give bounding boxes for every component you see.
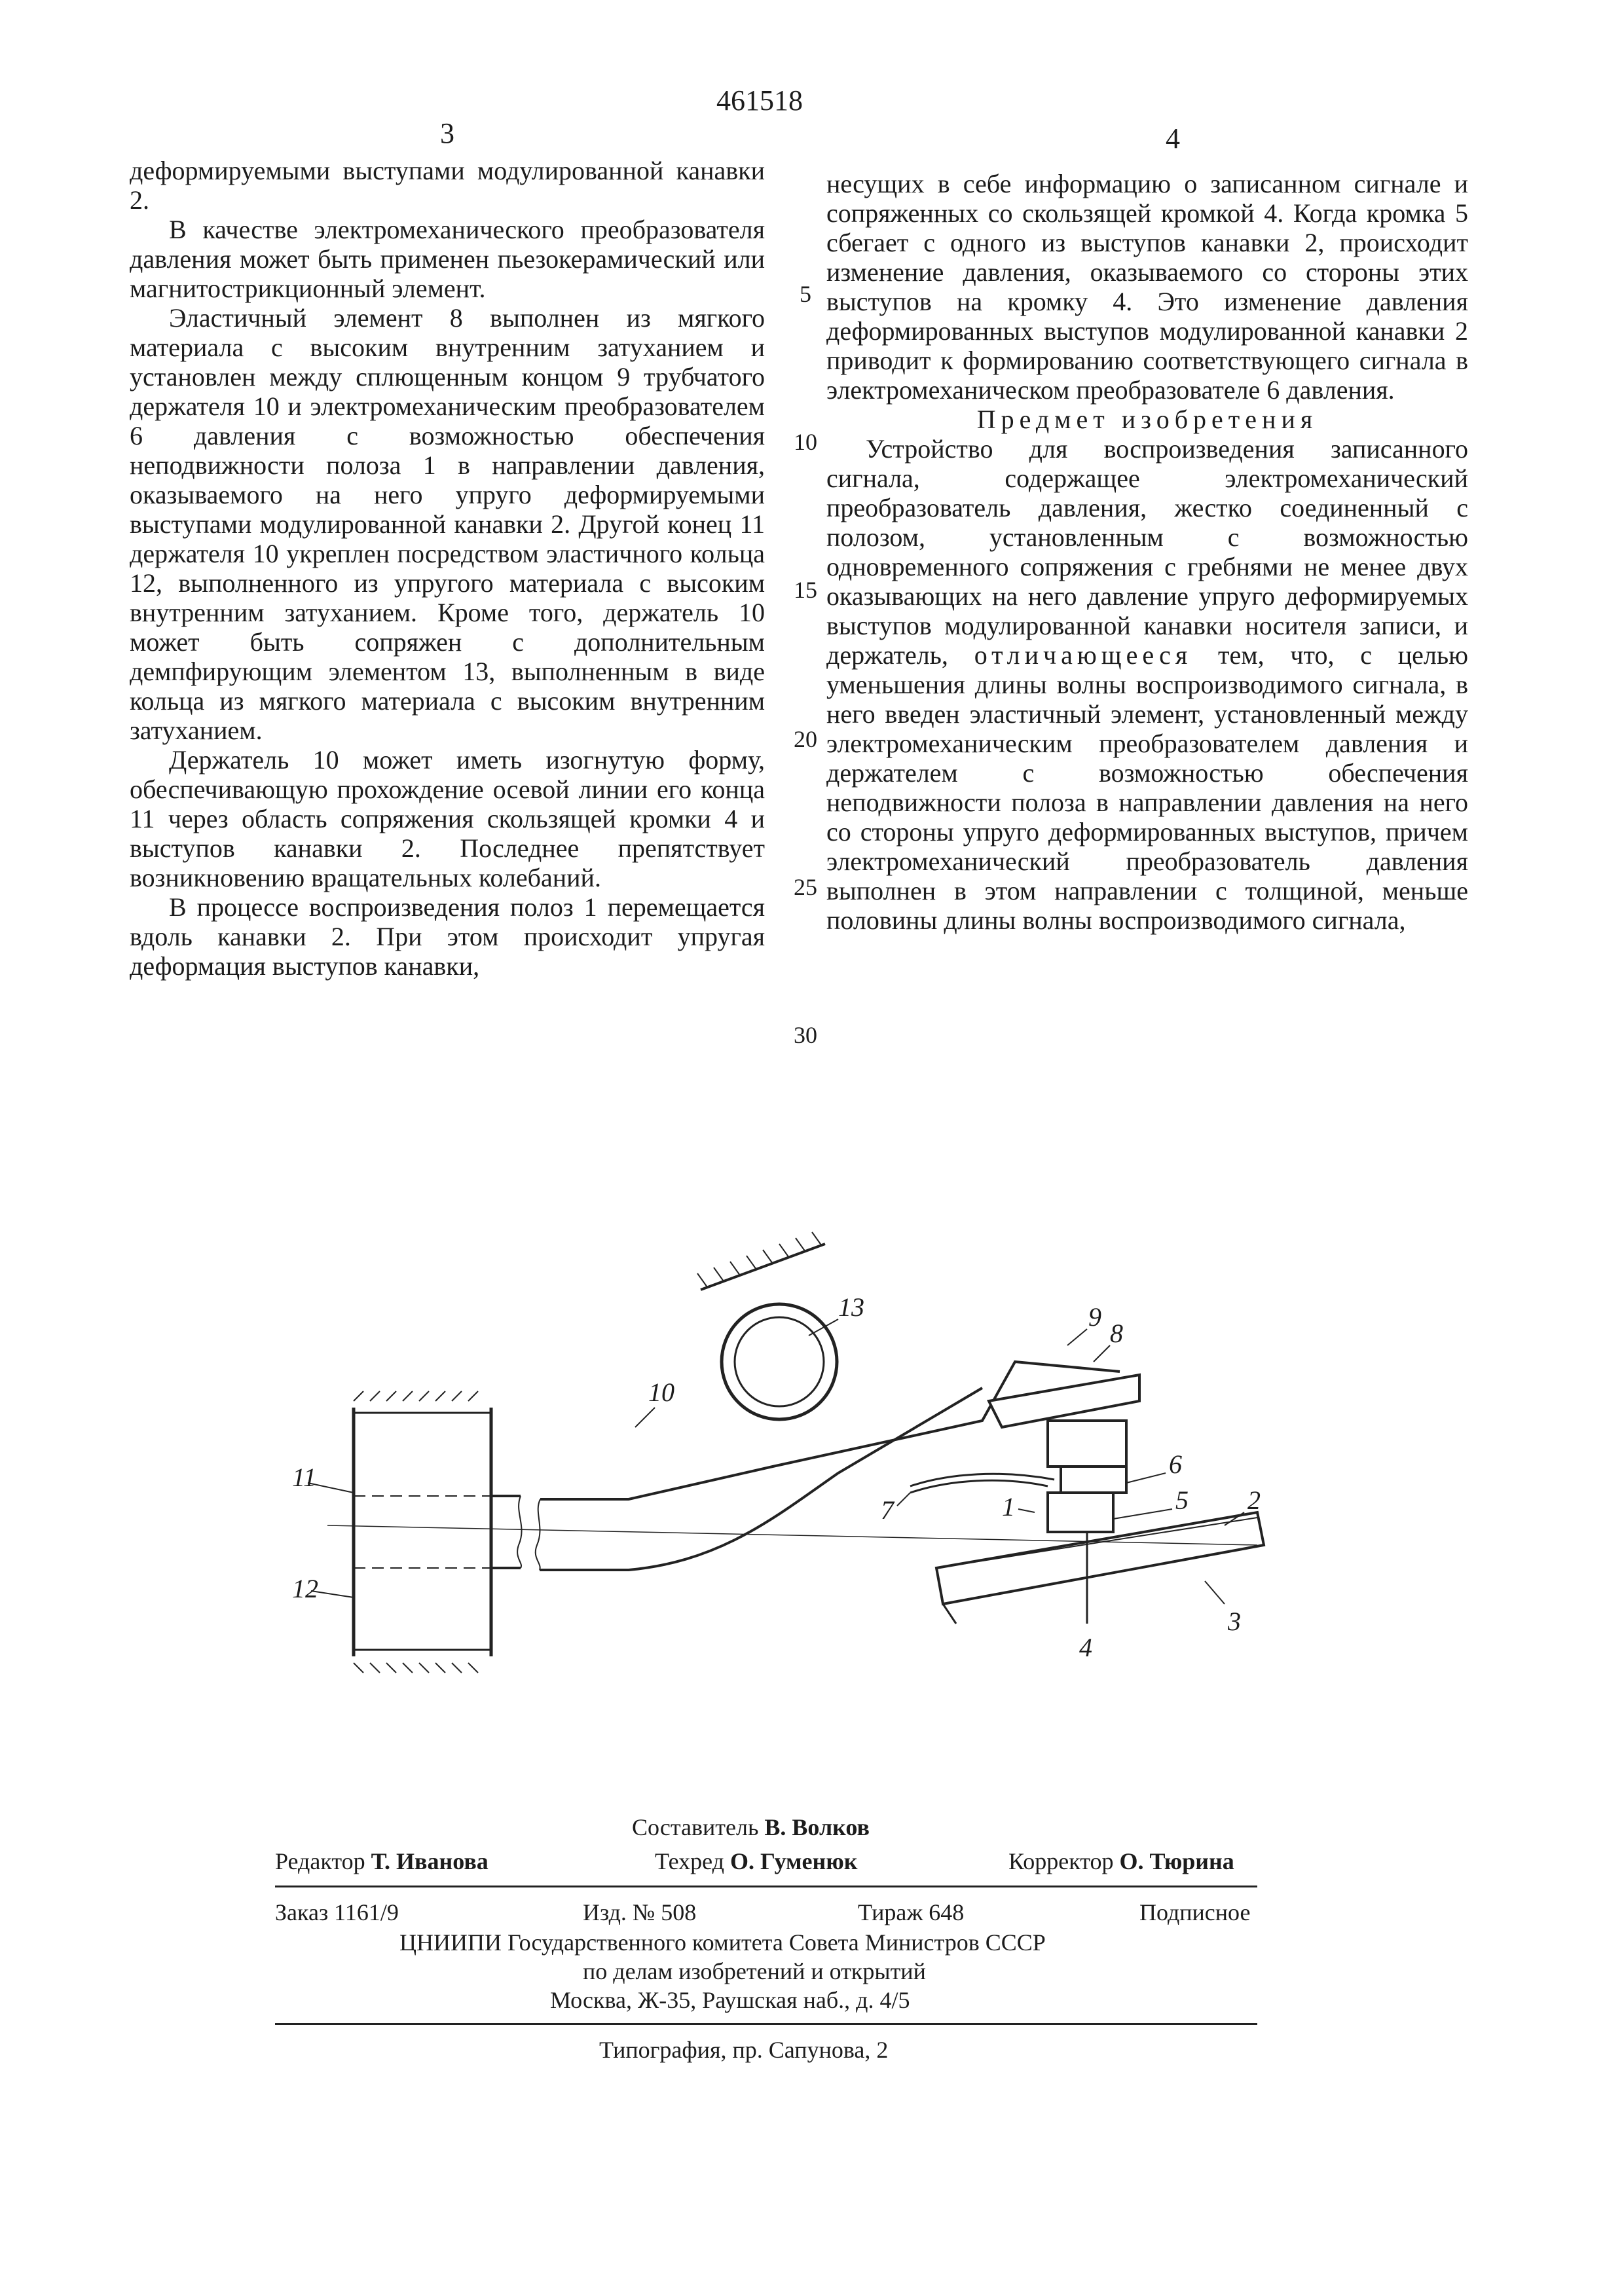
compiler-line <box>632 1813 870 1841</box>
left-paragraph-5: В процессе воспроизведения полоз 1 перемещается вдоль канавки 2. При этом происходит упругая деформация выступов канавки, <box>130 892 765 981</box>
org-line-2: по делам изобретений и открытий <box>583 1958 926 1984</box>
label-3: 3 <box>1228 1607 1241 1636</box>
right-paragraph-1: несущих в себе информацию о записанном сигнале и сопряженных со скользящей кромкой 4. Когда кромка 5 сбегает с одного из выступов канавки 2, происходит изменение давления, оказываемого со стороны этих выступов на кромку 4. Это изменение давления деформированных выступов модулированной канавки 2 приводит к формированию соответствующего сигнала в электромеханическом преобразователе 6 давления. <box>826 169 1468 405</box>
label-6: 6 <box>1169 1449 1182 1479</box>
printer-line: Типография, пр. Сапунова, 2 <box>599 2037 889 2063</box>
edition-number: Изд. № 508 <box>583 1899 697 1925</box>
corrector-line <box>1008 1848 1234 1875</box>
line-number: 5 <box>800 281 811 307</box>
left-paragraph-2: В качестве электромеханического преобразователя давления может быть применен пьезокерамический или магнитострикционный элемент. <box>130 215 765 303</box>
line-number: 15 <box>794 577 817 603</box>
divider <box>275 2023 1257 2025</box>
right-column <box>826 169 1468 935</box>
label-5: 5 <box>1175 1485 1189 1515</box>
line-number: 30 <box>794 1022 817 1048</box>
divider <box>275 1886 1257 1887</box>
corrector-label: Корректор <box>1008 1848 1114 1874</box>
org-line-1: ЦНИИПИ Государственного комитета Совета Министров СССР <box>399 1929 1046 1956</box>
mounting-block <box>354 1391 491 1673</box>
order-number: Заказ 1161/9 <box>275 1899 399 1925</box>
techred-line <box>655 1848 858 1875</box>
line-number: 25 <box>794 874 817 900</box>
label-11: 11 <box>292 1463 317 1492</box>
line-number: 20 <box>794 726 817 752</box>
left-paragraph-4: Держатель 10 может иметь изогнутую форму, обеспечивающую прохождение осевой линии его конца 11 через область сопряжения скользящей кромки 4 и выступов канавки 2. Последнее препятствует возникновению вращательных колебаний. <box>130 745 765 892</box>
claim-distinguishing-word: отличающееся <box>974 640 1192 670</box>
label-7: 7 <box>881 1495 894 1525</box>
head-assembly <box>910 1375 1139 1624</box>
label-8: 8 <box>1110 1319 1123 1348</box>
right-page-number: 4 <box>1166 122 1180 155</box>
techred-label: Техред <box>655 1848 724 1874</box>
label-2: 2 <box>1247 1485 1261 1515</box>
device-figure <box>262 1205 1310 1715</box>
techred-name: О. Гуменюк <box>729 1848 858 1874</box>
damping-ring <box>697 1232 837 1419</box>
editor-label: Редактор <box>275 1848 365 1874</box>
claim-text-1: Устройство для воспроизведения записанного сигнала, содержащее электромеханический преобразователь давления, жестко соединенный с полозом, установленным с возможностью одновременного сопряжения с гребнями не менее двух оказывающих на него давление упруго деформируемых выступов модулированной канавки носителя записи, и держатель, <box>826 434 1468 670</box>
label-13: 13 <box>838 1292 864 1322</box>
claim-paragraph <box>826 434 1468 935</box>
label-9: 9 <box>1088 1302 1101 1332</box>
compiler-name: В. Волков <box>764 1814 870 1840</box>
corrector-name: О. Тюрина <box>1119 1848 1234 1874</box>
claim-text-2: тем, что, с целью уменьшения длины волны воспроизводимого сигнала, в него введен эластичный элемент, установленный между электромеханическим преобразователем давления и держателем с возможностью обеспечения неподвижности полоза в направлении давления на него со стороны упруго деформированных выступов, причем электромеханический преобразователь давления выполнен в этом направлении с толщиной, меньше половины длины волны воспроизводимого сигнала, <box>826 640 1469 935</box>
label-12: 12 <box>292 1574 318 1603</box>
compiler-label: Составитель <box>632 1814 759 1840</box>
editor-line <box>275 1848 489 1875</box>
left-paragraph-3: Эластичный элемент 8 выполнен из мягкого материала с высоким внутренним затуханием и установлен между сплющенным концом 9 трубчатого держателя 10 и электромеханическим преобразователем 6 давления с возможностью обеспечения неподвижности полоза 1 в направлении давления, оказываемого на него упруго деформируемыми выступами модулированной канавки 2. Другой конец 11 держателя 10 укреплен посредством эластичного кольца 12, выполненного из упругого материала с высоким внутренним затуханием. Кроме того, держатель 10 может быть сопряжен с дополнительным демпфирующим элементом 13, выполненным в виде кольца из мягкого материала с высоким внутренним затуханием. <box>130 303 765 745</box>
subscription: Подписное <box>1139 1899 1251 1925</box>
label-4: 4 <box>1079 1633 1092 1662</box>
patent-number: 461518 <box>716 84 803 117</box>
org-line-3: Москва, Ж-35, Раушская наб., д. 4/5 <box>550 1987 910 2013</box>
left-paragraph-1: деформируемыми выступами модулированной канавки 2. <box>130 156 765 215</box>
editor-name: Т. Иванова <box>371 1848 489 1874</box>
left-column <box>130 156 765 981</box>
line-number: 10 <box>794 429 817 455</box>
label-10: 10 <box>648 1377 674 1407</box>
section-title: Предмет изобретения <box>976 405 1318 434</box>
circulation: Тираж 648 <box>858 1899 965 1925</box>
left-page-number: 3 <box>440 117 454 149</box>
label-1: 1 <box>1002 1492 1015 1522</box>
